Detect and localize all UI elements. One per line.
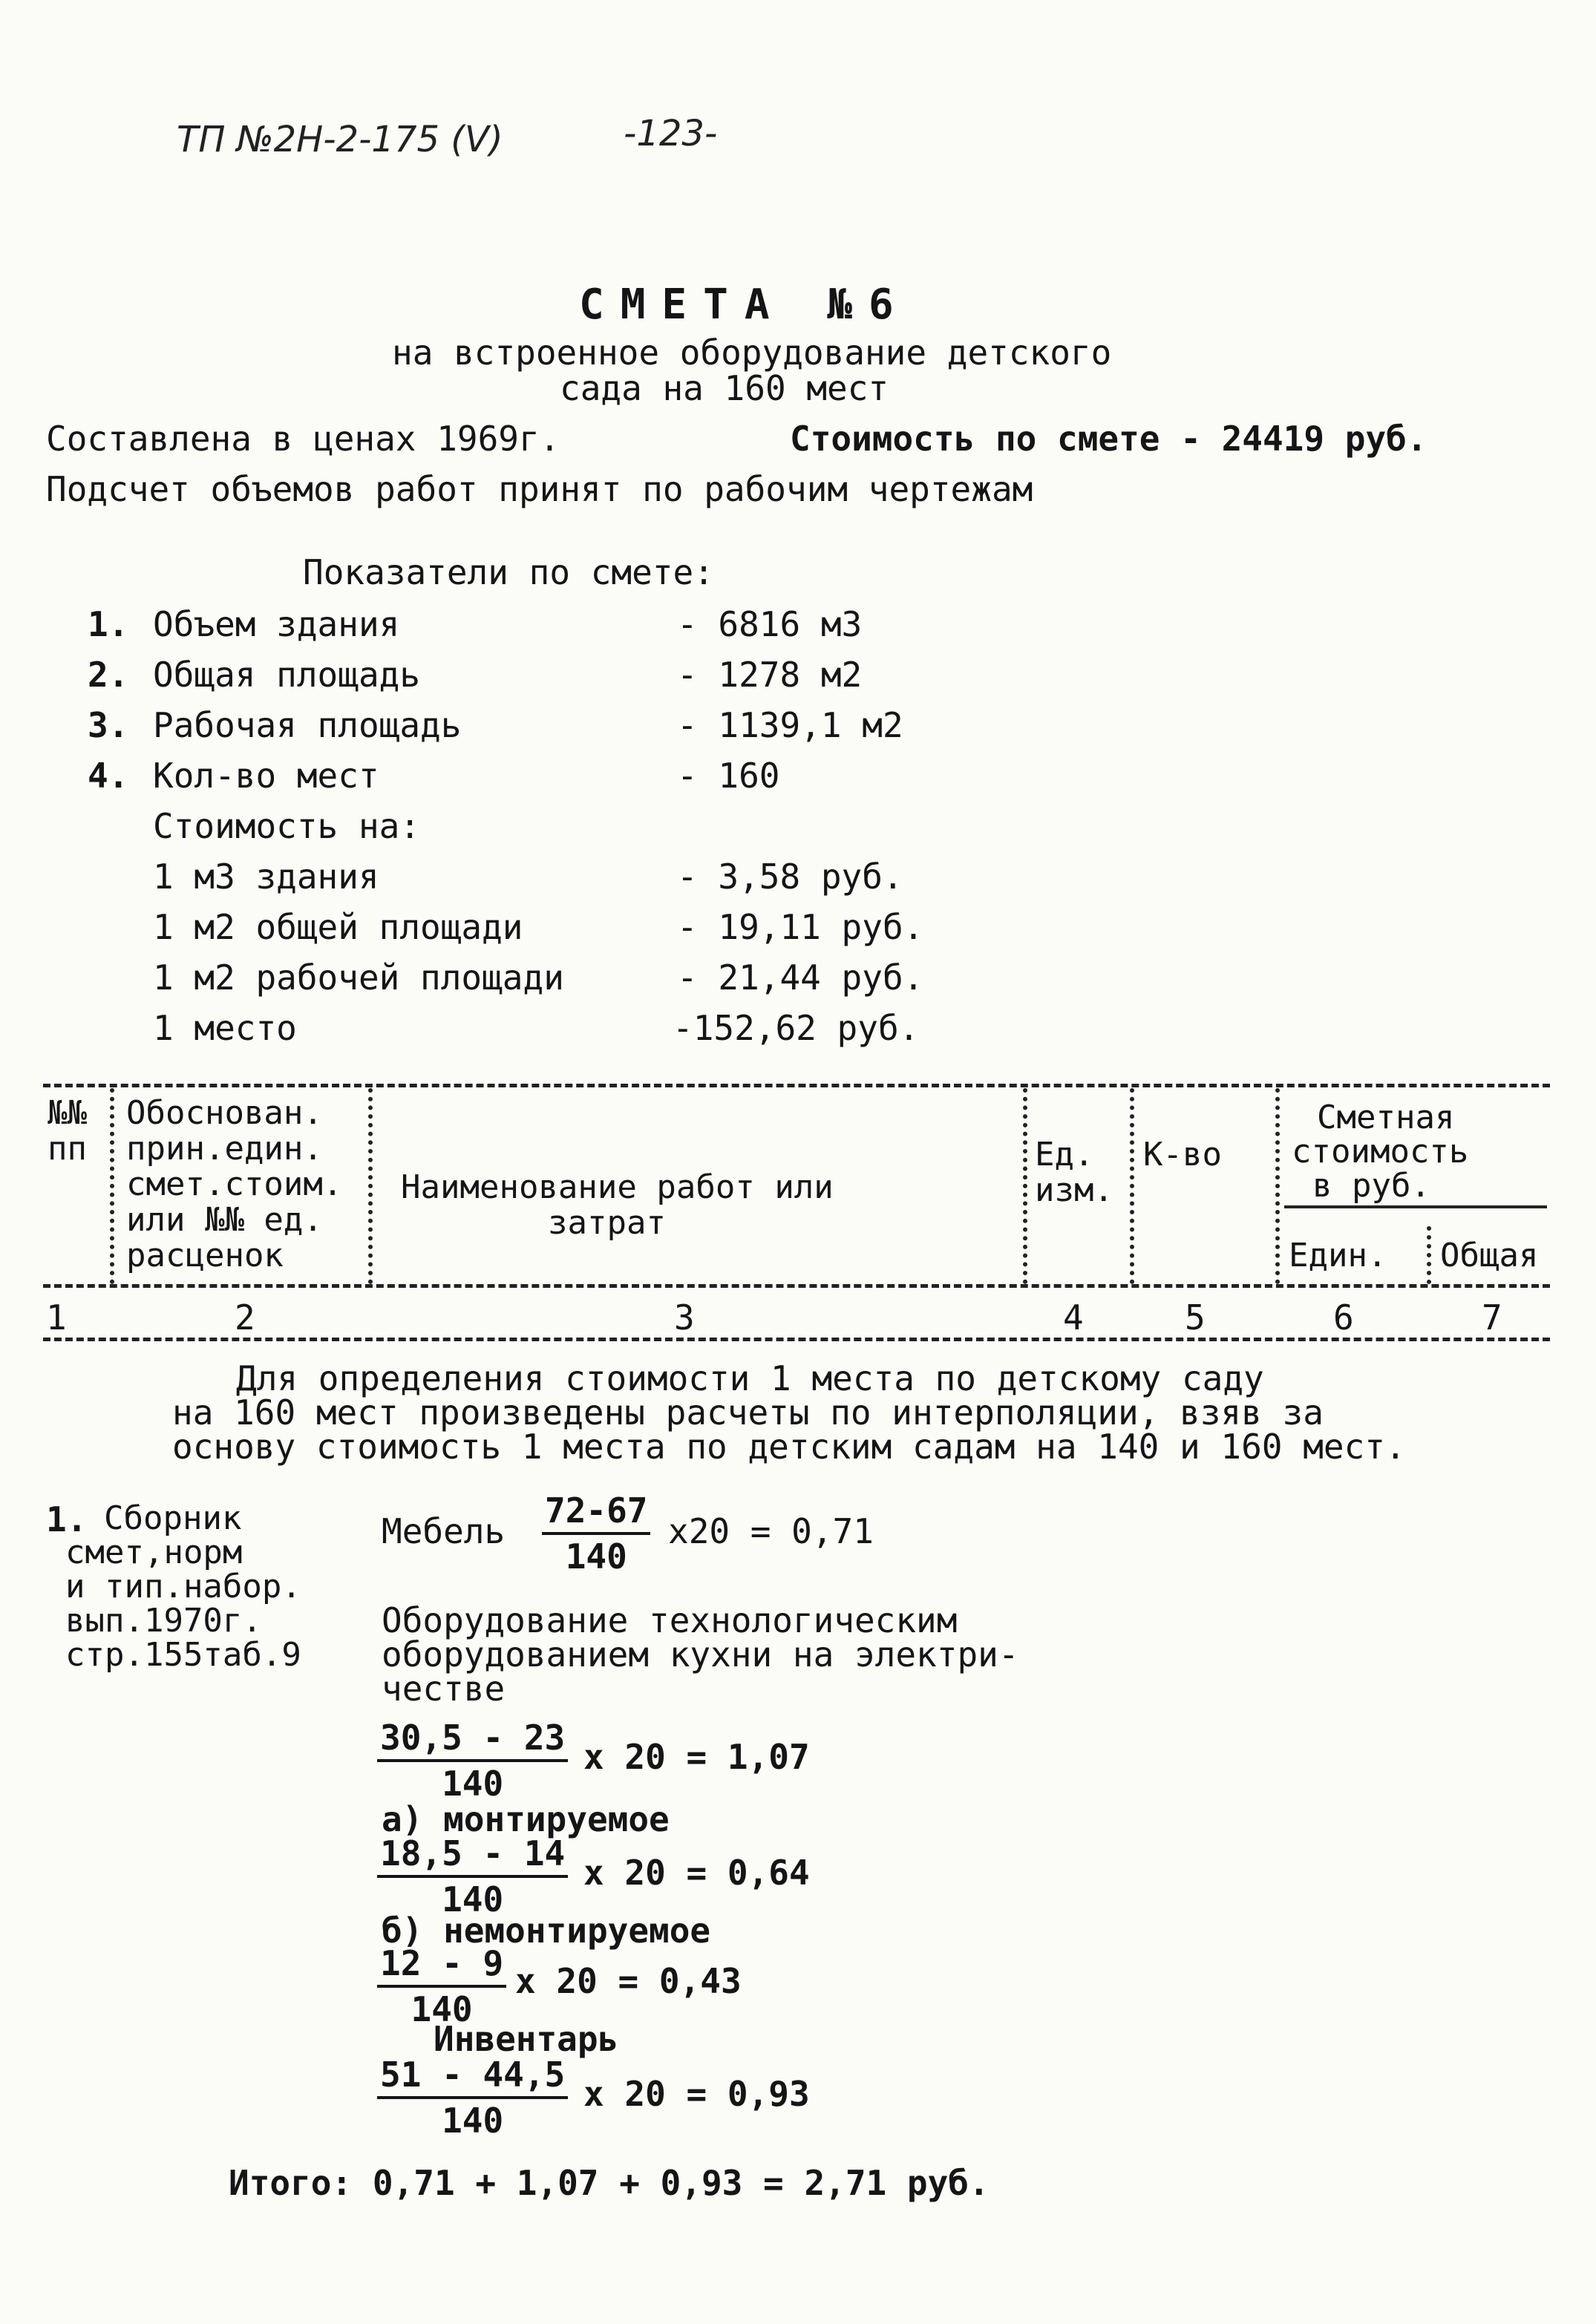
mounted-label: а) монтируемое (382, 1799, 670, 1839)
table-top-rule (43, 1084, 1550, 1087)
col-name-label: затрат (548, 1204, 666, 1242)
intro-line: основу стоимость 1 места по детским садам на 140 и 160 мест. (172, 1427, 1406, 1467)
fraction-denominator: 140 (442, 1764, 504, 1804)
col-cost-label: стоимость (1292, 1133, 1469, 1171)
column-divider (1023, 1088, 1027, 1284)
inventory-result: х 20 = 0,93 (583, 2074, 810, 2114)
furniture-label: Мебель (382, 1511, 506, 1551)
fraction-numerator: 30,5 - 23 (377, 1721, 568, 1762)
indicator-num: 4. (88, 756, 129, 796)
equipment-text: Оборудование технологическим (382, 1600, 958, 1640)
column-number: 4 (1063, 1297, 1084, 1338)
page-mark: -123- (624, 113, 718, 154)
intro-line: на 160 мест произведены расчеты по интерполяции, взяв за (172, 1392, 1324, 1433)
unmounted-fraction (377, 1943, 506, 2029)
column-divider (1275, 1088, 1280, 1284)
col-cost-label: в руб. (1312, 1167, 1430, 1205)
indicator-label: Рабочая площадь (153, 705, 462, 745)
column-divider (1130, 1088, 1134, 1284)
col-total-cost-label: Общая (1440, 1237, 1539, 1274)
fraction-denominator: 140 (565, 1536, 627, 1577)
intro-line: Для определения стоимости 1 места по детскому саду (236, 1358, 1264, 1398)
unmounted-label: б) немонтируемое (382, 1911, 711, 1951)
indicator-label: Объем здания (153, 604, 400, 644)
column-divider (1427, 1226, 1431, 1284)
cost-value: - 3,58 руб. (677, 857, 903, 897)
fraction-denominator: 140 (442, 2101, 504, 2141)
col-basis-label: смет.стоим. (126, 1165, 343, 1203)
column-divider (368, 1088, 373, 1284)
col-number-label: №№ (48, 1094, 87, 1132)
source-line: смет,норм (65, 1533, 243, 1571)
cost-label: 1 место (153, 1008, 297, 1048)
col-name-label: Наименование работ или (401, 1168, 834, 1206)
cost-value: - 19,11 руб. (677, 907, 924, 947)
mounted-fraction (377, 1833, 568, 1919)
source-line: и тип.набор. (65, 1568, 301, 1605)
col-basis-label: Обоснован. (126, 1094, 323, 1132)
cost-subheader-rule (1284, 1205, 1547, 1208)
col-cost-label: Сметная (1317, 1099, 1455, 1136)
fraction-denominator: 140 (442, 1879, 504, 1919)
indicator-num: 1. (88, 604, 129, 644)
title-line-1: на встроенное оборудование детского (392, 333, 1112, 373)
equipment-result: х 20 = 1,07 (583, 1737, 810, 1777)
col-unit-cost-label: Един. (1289, 1237, 1387, 1274)
cost-label: 1 м2 рабочей площади (153, 958, 564, 998)
unmounted-result: х 20 = 0,43 (515, 1961, 742, 2001)
indicator-label: Общая площадь (153, 655, 421, 695)
indicator-label: Кол-во мест (153, 756, 379, 796)
column-number: 5 (1185, 1297, 1206, 1338)
fraction-numerator: 18,5 - 14 (377, 1836, 568, 1878)
fraction-numerator: 12 - 9 (377, 1946, 506, 1988)
cost-label: 1 м2 общей площади (153, 907, 523, 947)
column-number: 3 (674, 1297, 695, 1338)
indicator-value: - 1278 м2 (677, 655, 863, 695)
furniture-fraction (542, 1490, 650, 1577)
column-number: 6 (1333, 1297, 1354, 1338)
source-line: вып.1970г. (65, 1602, 262, 1640)
col-unit-label: Ед. (1035, 1136, 1094, 1174)
col-basis-label: расценок (126, 1237, 284, 1274)
column-number: 2 (235, 1297, 255, 1338)
col-quantity-label: К-во (1143, 1136, 1222, 1174)
inventory-label: Инвентарь (434, 2019, 619, 2059)
cost-value: - 21,44 руб. (677, 958, 924, 998)
equipment-text: честве (382, 1669, 506, 1709)
indicator-num: 2. (88, 655, 129, 695)
cost-heading: Стоимость на: (153, 806, 421, 846)
cost-value: -152,62 руб. (673, 1008, 920, 1048)
indicator-num: 3. (88, 705, 129, 745)
furniture-result: х20 = 0,71 (668, 1511, 874, 1551)
estimate-title: СМЕТА №6 (579, 281, 910, 329)
estimate-cost: Стоимость по смете - 24419 руб. (790, 419, 1427, 459)
cost-label: 1 м3 здания (153, 857, 379, 897)
source-line: Сборник (104, 1499, 242, 1537)
inventory-fraction (377, 2055, 568, 2141)
compiled-prices: Составлена в ценах 1969г. (46, 419, 560, 459)
column-number: 1 (46, 1297, 67, 1338)
col-number-label: пп (48, 1130, 87, 1168)
table-number-rule (43, 1338, 1550, 1341)
indicators-heading: Показатели по смете: (303, 552, 714, 592)
column-divider (110, 1088, 114, 1284)
indicator-value: - 160 (677, 756, 780, 796)
indicator-value: - 1139,1 м2 (677, 705, 903, 745)
source-number: 1. (46, 1499, 88, 1539)
equipment-text: оборудованием кухни на электри- (382, 1634, 1019, 1675)
fraction-denominator: 140 (411, 1989, 473, 2029)
fraction-numerator: 72-67 (542, 1493, 650, 1535)
fraction-numerator: 51 - 44,5 (377, 2058, 568, 2099)
col-basis-label: или №№ ед. (126, 1201, 323, 1239)
column-number: 7 (1482, 1297, 1502, 1338)
mounted-result: х 20 = 0,64 (583, 1853, 810, 1893)
col-unit-label: изм. (1035, 1171, 1113, 1209)
indicator-value: - 6816 м3 (677, 604, 863, 644)
total-line: Итого: 0,71 + 1,07 + 0,93 = 2,71 руб. (229, 2163, 990, 2203)
title-line-2: сада на 160 мест (560, 368, 889, 408)
document-number: ТП №2Н-2-175 (V) (177, 119, 503, 160)
col-basis-label: прин.един. (126, 1130, 323, 1168)
source-line: стр.155таб.9 (65, 1636, 301, 1674)
volume-basis: Подсчет объемов работ принят по рабочим чертежам (46, 469, 1033, 509)
equipment-fraction (377, 1718, 568, 1804)
table-header-rule (43, 1284, 1550, 1288)
